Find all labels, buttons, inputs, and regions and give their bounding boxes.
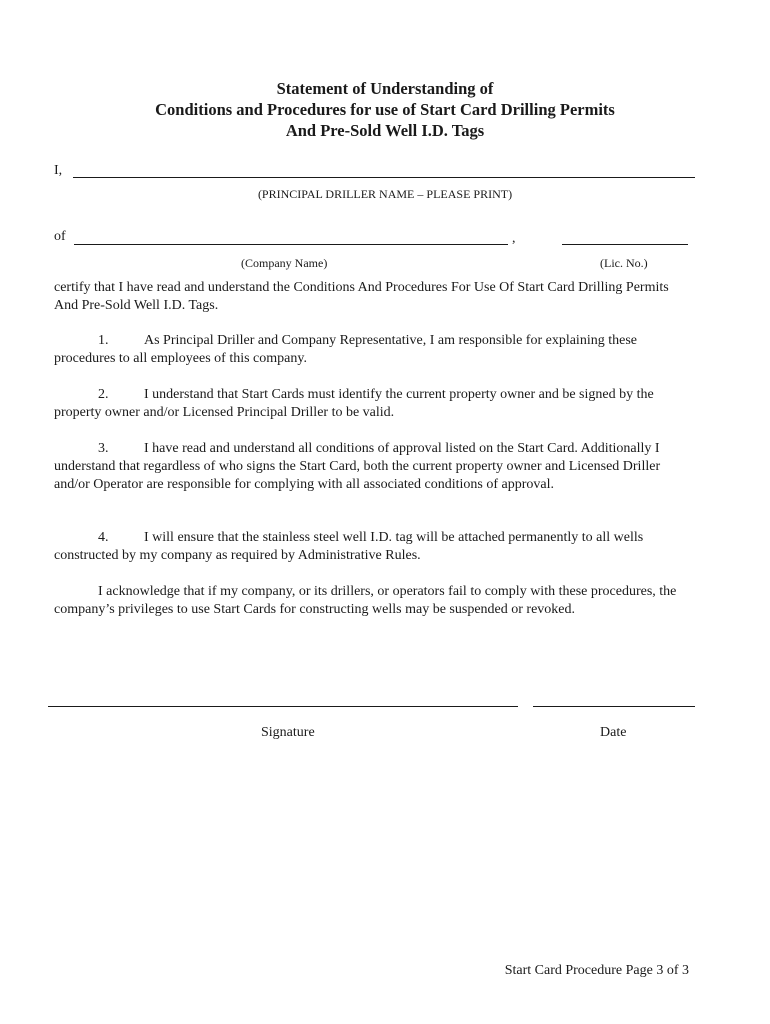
company-separator: , xyxy=(512,231,516,246)
item-number: 3. xyxy=(98,441,109,456)
item-number: 4. xyxy=(98,530,109,545)
signature-label: Signature xyxy=(261,725,315,740)
title-line-2: Conditions and Procedures for use of Start Card Drilling Permits xyxy=(155,100,615,119)
signature-field[interactable] xyxy=(48,706,518,707)
page-footer: Start Card Procedure Page 3 of 3 xyxy=(504,963,689,978)
driller-name-caption: (PRINCIPAL DRILLER NAME – PLEASE PRINT) xyxy=(257,187,513,201)
numbered-item-4 xyxy=(54,529,686,565)
company-name-caption: (Company Name) xyxy=(241,256,328,270)
acknowledge-paragraph xyxy=(54,583,686,619)
title-line-1: Statement of Understanding of xyxy=(276,79,494,98)
item-number: 2. xyxy=(98,387,109,402)
item-text: I understand that Start Cards must identify the current property owner and be signed by the property owner and/or Licensed Principal Driller to be valid. xyxy=(54,387,654,420)
item-text: As Principal Driller and Company Representative, I am responsible for explaining these procedures to all employees of this company. xyxy=(54,333,637,366)
company-prefix: of xyxy=(54,229,66,244)
numbered-item-2 xyxy=(54,386,686,422)
item-number: 1. xyxy=(98,333,109,348)
date-field[interactable] xyxy=(533,706,695,707)
item-text: I will ensure that the stainless steel well I.D. tag will be attached permanently to all wells constructed by my company as required by Administrative Rules. xyxy=(54,530,644,563)
item-text: I have read and understand all conditions of approval listed on the Start Card. Additionally I understand that regardless of who signs the Start Card, both the current property owner and Licensed Driller and/or Operator are responsible for complying with all associated conditions of approval. xyxy=(54,441,661,492)
numbered-item-3 xyxy=(54,440,686,494)
license-number-field[interactable] xyxy=(562,244,688,245)
acknowledge-text: I acknowledge that if my company, or its drillers, or operators fail to comply with these procedures, the company’s privileges to use Start Cards for constructing wells may be suspended or revoked. xyxy=(54,584,677,617)
document-title xyxy=(0,78,770,141)
driller-prefix: I, xyxy=(54,163,63,178)
numbered-item-1 xyxy=(54,332,686,368)
title-line-3: And Pre-Sold Well I.D. Tags xyxy=(285,121,485,140)
company-name-field[interactable] xyxy=(74,244,508,245)
certify-paragraph: certify that I have read and understand the Conditions And Procedures For Use Of Start Card Drilling Permits And Pre-Sold Well I.D. Tags. xyxy=(54,280,669,313)
date-label: Date xyxy=(600,725,627,740)
driller-name-field[interactable] xyxy=(73,177,695,178)
license-number-caption: (Lic. No.) xyxy=(600,256,648,270)
